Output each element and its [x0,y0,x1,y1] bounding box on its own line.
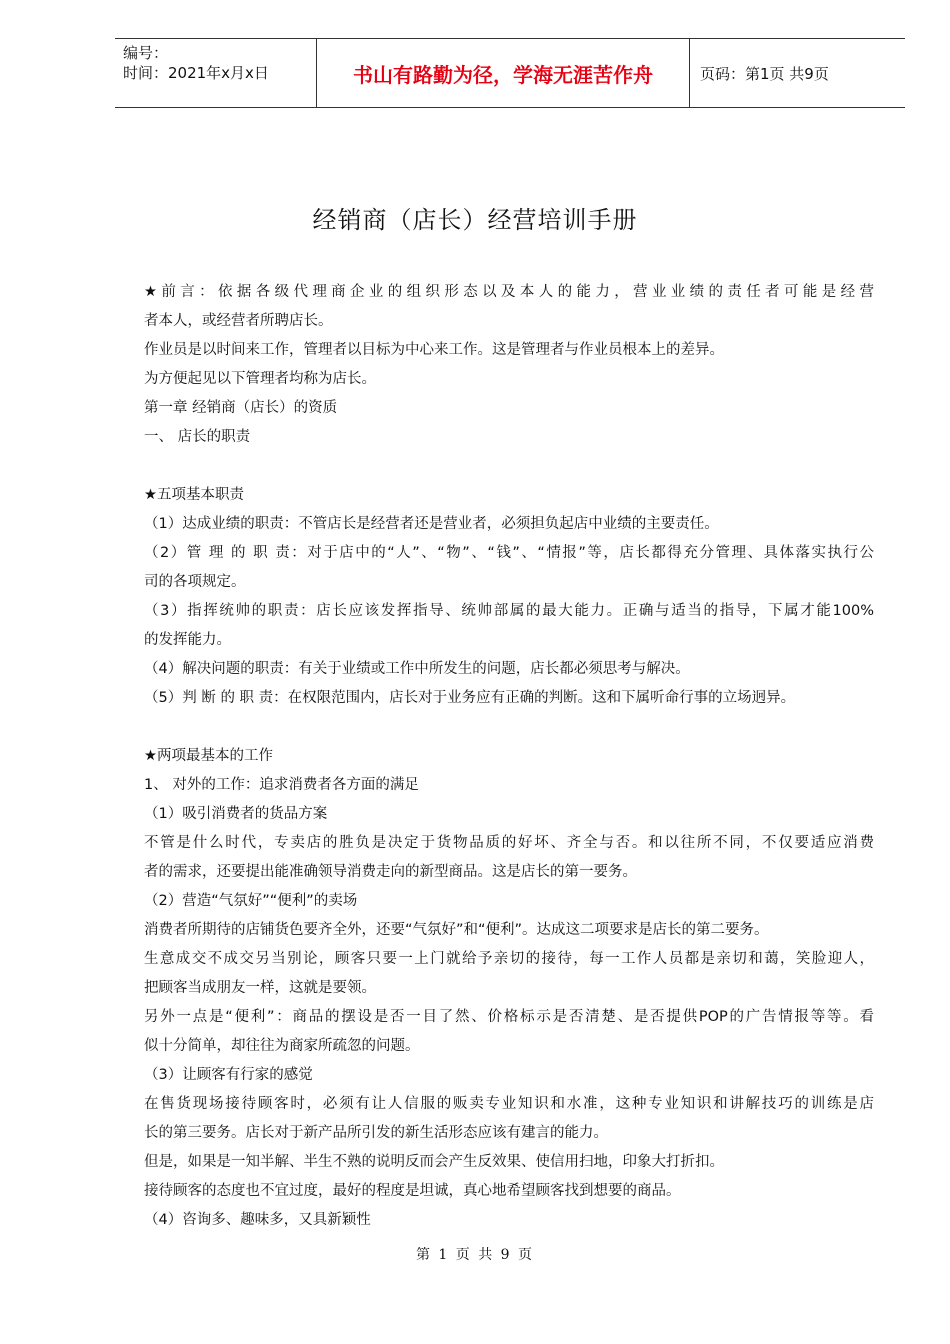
document-body [144,278,874,1235]
body-line: ★前言：依据各级代理商企业的组织形态以及本人的能力，营业业绩的责任者可能是经营 [144,284,874,300]
body-line: 不管是什么时代，专卖店的胜负是决定于货物品质的好坏、齐全与否。和以往所不同，不仅要适应消费 [144,835,874,851]
header-meta [115,39,316,107]
body-line: （4）解决问题的职责：有关于业绩或工作中所发生的问题，店长都必须思考与解决。 [144,661,690,677]
body-line: （2）管 理 的 职 责：对于店中的“人”、“物”、“钱”、“情报”等，店长都得充分管理、具体落实执行公 [144,545,874,561]
body-line: 一、 店长的职责 [144,429,251,445]
body-line: （5）判 断 的 职 责：在权限范围内，店长对于业务应有正确的判断。这和下属听命行事的立场迥异。 [144,690,796,706]
body-line: ★两项最基本的工作 [144,748,273,764]
document-title: 经销商（店长）经营培训手册 [312,206,638,234]
header-page-info: 页码：第1页 共9页 [700,64,829,83]
blank-line [144,713,874,742]
body-line: 在售货现场接待顾客时，必须有让人信服的贩卖专业知识和水准，这种专业知识和讲解技巧的训练是店 [144,1096,874,1112]
body-line: （3）指挥统帅的职责：店长应该发挥指导、统帅部属的最大能力。正确与适当的指导，下属才能100% [144,603,874,619]
body-line: （1）达成业绩的职责：不管店长是经营者还是营业者，必须担负起店中业绩的主要责任。 [144,516,719,532]
page-footer: 第 1 页 共 9 页 [415,1247,535,1263]
body-line: 把顾客当成朋友一样，这就是要领。 [144,980,376,996]
body-line: （2）营造“气氛好”“便利”的卖场 [144,893,358,909]
body-line: 生意成交不成交另当别论，顾客只要一上门就给予亲切的接待，每一工作人员都是亲切和蔼，笑脸迎人， [144,951,874,967]
body-line: 接待顾客的态度也不宜过度，最好的程度是坦诚，真心地希望顾客找到想要的商品。 [144,1183,681,1199]
body-line: 但是，如果是一知半解、半生不熟的说明反而会产生反效果、使信用扫地，印象大打折扣。 [144,1154,724,1170]
body-line: 长的第三要务。店长对于新产品所引发的新生活形态应该有建言的能力。 [144,1125,608,1141]
header-motto: 书山有路勤为径，学海无涯苦作舟 [316,39,690,107]
body-line: 者的需求，还要提出能准确领导消费走向的新型商品。这是店长的第一要务。 [144,864,637,880]
page-header [115,38,905,108]
body-line: （3）让顾客有行家的感觉 [144,1067,313,1083]
body-line: 似十分简单，却往往为商家所疏忽的问题。 [144,1038,420,1054]
body-line: 为方便起见以下管理者均称为店长。 [144,371,376,387]
blank-line [144,452,874,481]
body-line: 1、 对外的工作：追求消费者各方面的满足 [144,777,419,793]
body-line: 的发挥能力。 [144,632,231,648]
body-line: 第一章 经销商（店长）的资质 [144,400,338,416]
body-line: 消费者所期待的店铺货色要齐全外，还要“气氛好”和“便利”。达成这二项要求是店长的第二要务。 [144,922,769,938]
body-line: 作业员是以时间来工作，管理者以目标为中心来工作。这是管理者与作业员根本上的差异。 [144,342,724,358]
body-line: 者本人，或经营者所聘店长。 [144,313,333,329]
body-line: 司的各项规定。 [144,574,246,590]
body-line: （1）吸引消费者的货品方案 [144,806,328,822]
body-line: ★五项基本职责 [144,487,244,503]
body-line: （4）咨询多、趣味多，又具新颖性 [144,1212,371,1228]
number-label: 编号： [123,44,169,62]
body-line: 另外一点是“便利”：商品的摆设是否一目了然、价格标示是否清楚、是否提供POP的广告情报等等。看 [144,1009,874,1025]
time-label: 时间：2021年x月x日 [123,64,269,82]
